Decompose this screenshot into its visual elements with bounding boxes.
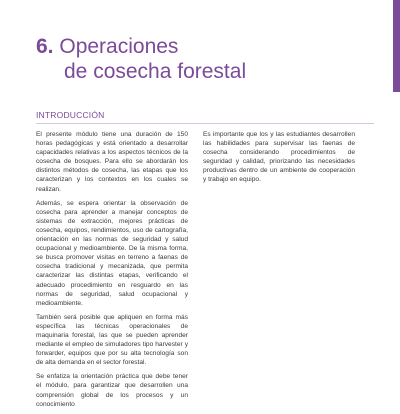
paragraph: También será posible que apliquen en forma más específica las técnicas operacionales de maquinaria forestal, las que se pueden aprender mediante el empleo de simuladores tipo harvester y forwarder, equipos que por su alta tecnología son de alta demanda en el sector forestal.	[36, 313, 188, 367]
right-column	[203, 130, 355, 190]
chapter-title	[36, 34, 246, 84]
section-heading: INTRODUCCIÓN	[36, 110, 105, 120]
chapter-title-line2: de cosecha forestal	[64, 60, 247, 83]
paragraph: Se enfatiza la orientación práctica que debe tener el módulo, para garantizar que desarrollen una comprensión global de los procesos y un conocimiento	[36, 373, 188, 408]
chapter-number: 6.	[36, 35, 54, 58]
left-column	[36, 130, 188, 414]
paragraph: El presente módulo tiene una duración de 150 horas pedagógicas y está orientado a desarrollar capacidades relativas a los aspectos técnicos de la cosecha de bosques. Para ello se abordarán los distintos métodos de cosecha, las etapas que los caracterizan y los contextos en los cuales se realizan.	[36, 131, 188, 193]
paragraph: Además, se espera orientar la observación de cosecha para aprender a manejar conceptos de sistemas de extracción, mejores prácticas de cosecha, equipos, rendimientos, uso de cartografía, orientación en las normas de seguridad y salud ocupacional y medioambiente. De la misma forma, se busca promover visitas en terreno a faenas de cosecha tradicional y mecanizada, que permita caracterizar las distintas etapas, verificando el adecuado procedimiento en resguardo en las normas de seguridad, salud ocupacional y medioambiente.	[36, 199, 188, 307]
section-divider	[36, 123, 374, 124]
chapter-side-tab	[393, 0, 400, 92]
chapter-title-line1: Operaciones	[59, 35, 179, 58]
paragraph: Es importante que los y las estudiantes desarrollen las habilidades para supervisar las faenas de cosecha considerando procedimientos de seguridad y calidad, priorizando las necesidades productivas dentro de un ambiente de cooperación y trabajo en equipo.	[203, 131, 355, 184]
